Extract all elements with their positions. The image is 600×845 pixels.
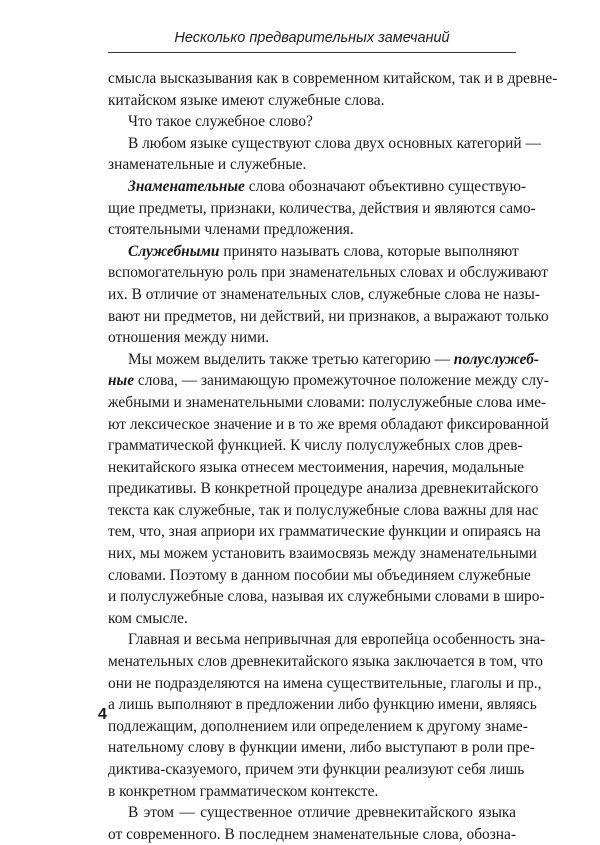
text-line [108,176,527,198]
text-line: некитайского языка отнесем местоимения, наречия, модальные [108,458,524,476]
body-text [108,68,558,845]
term-bold-italic: Служебными [128,242,220,260]
line-text: слова обозначают объективно существую- [244,177,527,195]
paragraph [108,349,549,630]
text-line: щие предметы, признаки, количества, действия и являются само- [108,199,536,217]
text-line: словами. Поэтому в данном пособии мы объединяем служебные [108,566,531,584]
text-line: знаменательные и служебные. [108,156,307,174]
text-line: тем, что, зная априори их грамматические функции и опираясь на [108,523,541,541]
text-line: жебными и знаменательными словами: полуслужебные слова име- [108,393,547,411]
text-line: они не подразделяются на имена существительные, глаголы и пр., [108,674,542,692]
line-text: слова, — занимающую промежуточное положение между слу- [134,372,549,390]
text-line: их. В отличие от знаменательных слов, служебные слова не назы- [108,285,540,303]
text-line: грамматической функцией. К числу полуслужебных слов древ- [108,437,523,455]
text-line: менательных слов древнекитайского языка заключается в том, что [108,653,543,671]
text-line: китайском языке имеют служебные слова. [108,91,385,109]
text-line: В любом языке существуют слова двух основных категорий — [128,134,541,152]
paragraph [108,241,549,349]
term-bold-italic: полуслужеб- [453,350,540,368]
text-line: Главная и весьма непривычная для европейца особенность зна- [128,631,546,649]
text-line: смысла высказывания как в современном китайском, так и в древне- [108,70,558,87]
text-line: от современного. В последнем знаменательные слова, обозна- [108,825,516,843]
text-line: и полуслужебные слова, называя их служебными словами в широ- [108,588,545,606]
text-line: вспомогательную роль при знаменательных словах и обслуживают [108,264,548,282]
text-line: ют лексическое значение и в то же время обладают фиксированной [108,415,549,433]
text-line: вают ни предметов, ни действий, ни признаков, а выражают только [108,307,549,325]
text-line: них, мы можем установить взаимосвязь между знаменательными [108,545,537,563]
text-line: В этом — существенное отличие древнекитайского языка [128,804,516,822]
line-text: принято называть слова, которые выполняют [219,242,519,260]
paragraph [108,133,541,176]
text-line: стоятельными членами предложения. [108,221,354,239]
paragraph [108,802,516,845]
text-line [108,370,549,392]
line-text: Мы можем выделить также третью категорию — [128,350,454,368]
text-line: подлежащим, дополнением или определением к другому знаме- [108,717,528,735]
text-line [108,349,540,371]
text-line: в конкретном грамматическом контексте. [108,782,379,800]
text-line [108,241,519,263]
text-line: нательному слову в функции имени, либо выступают в роли пре- [108,739,535,757]
text-line: диктива-сказуемого, причем эти функции реализуют себя лишь [108,761,525,778]
text-line: текста как служебные, так и полуслужебные слова важны для нас [108,501,539,519]
text-line: Что такое служебное слово? [128,113,313,131]
text-line: отношения между ними. [108,329,270,347]
text-line: предикативы. В конкретной процедуре анализа древнекитайского [108,480,539,498]
page-number: 4 [98,706,107,723]
paragraph [108,176,536,241]
term-bold-italic: Знаменательные [128,177,245,195]
paragraph [108,629,546,802]
text-line: а лишь выполняют в предложении либо функцию имени, являясь [108,696,537,714]
running-head: Несколько предварительных замечаний [174,30,450,46]
paragraph [108,68,558,111]
term-bold-italic: ные [108,372,135,390]
paragraph [108,111,516,133]
text-line: ком смысле. [108,609,188,627]
header-rule [108,52,516,53]
